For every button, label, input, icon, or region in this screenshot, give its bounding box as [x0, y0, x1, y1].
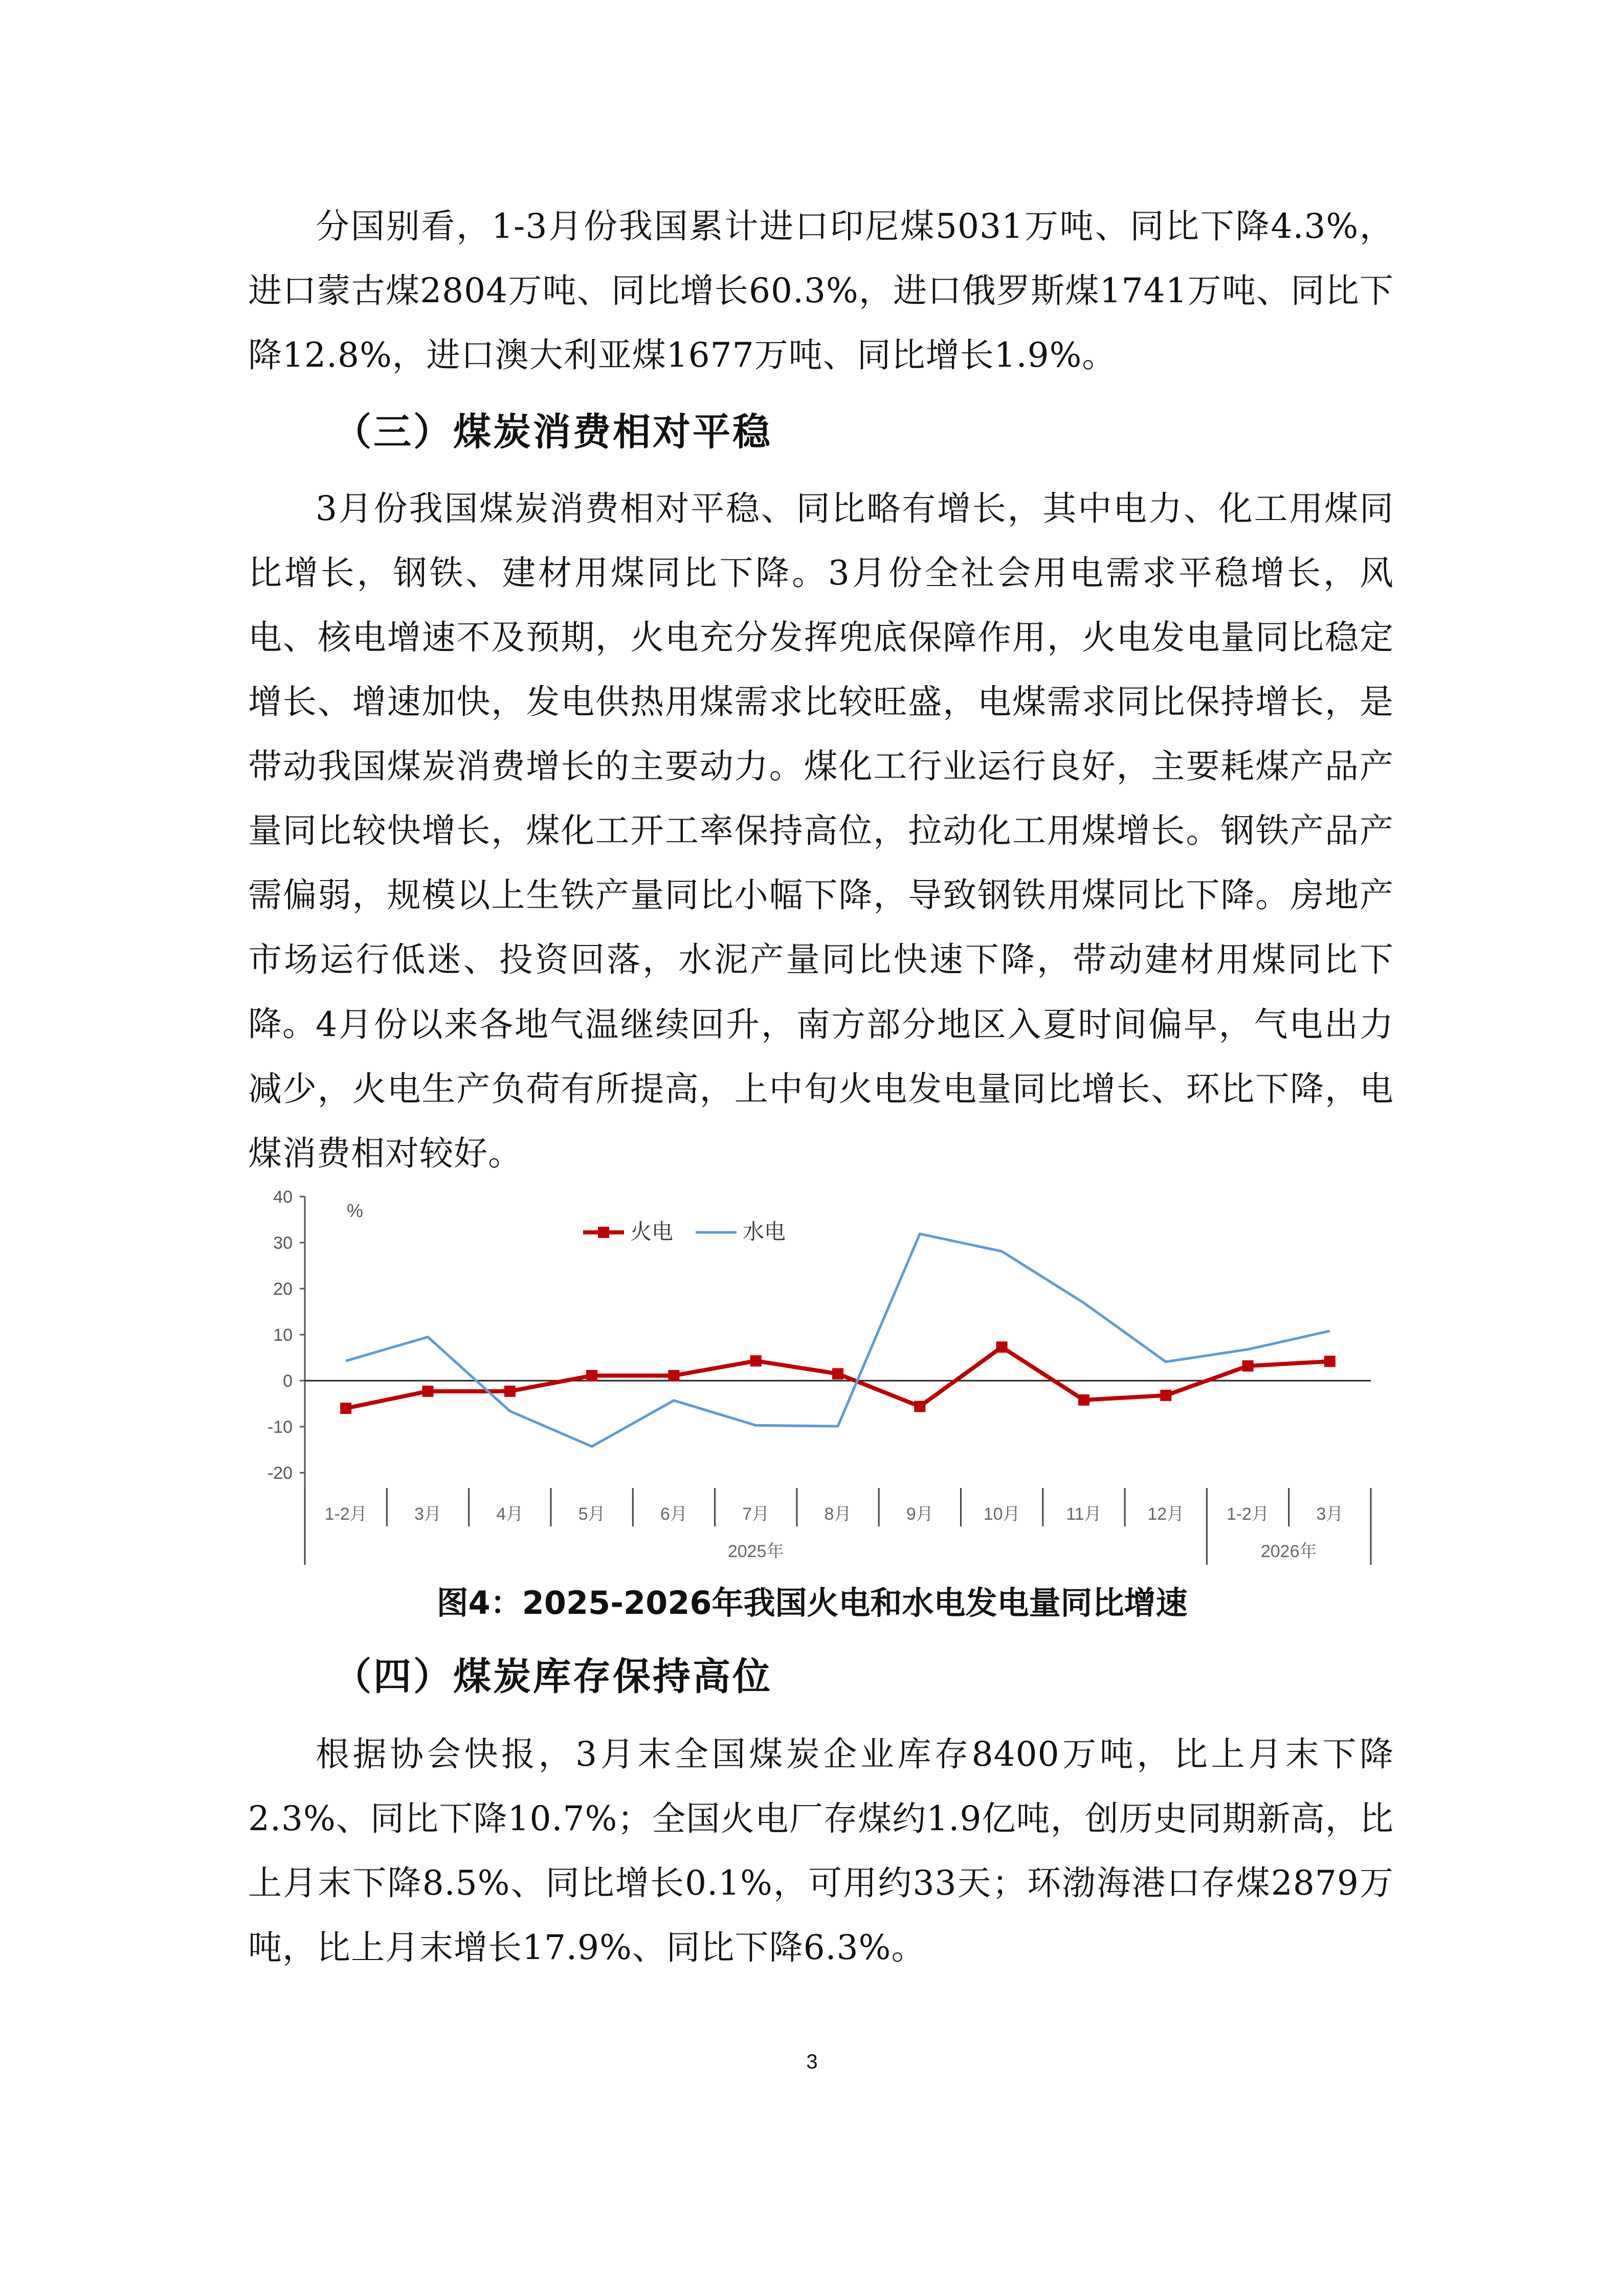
- power-generation-chart: [235, 1176, 1391, 1575]
- x-tick-label: 5月: [578, 1504, 606, 1524]
- data-point-thermal: [586, 1370, 597, 1381]
- data-point-thermal: [1242, 1360, 1254, 1371]
- data-point-thermal: [914, 1401, 925, 1412]
- x-tick-label: 12月: [1147, 1504, 1185, 1524]
- data-point-thermal: [340, 1403, 351, 1414]
- x-group-label: 2025年: [727, 1542, 784, 1561]
- legend-marker-thermal: [598, 1227, 609, 1238]
- data-point-thermal: [1160, 1390, 1171, 1401]
- x-tick-label: 11月: [1066, 1504, 1102, 1524]
- figure-caption: 图4：2025-2026年我国火电和水电发电量同比增速: [436, 1584, 1188, 1622]
- paragraph-inventory: 根据协会快报，3月末全国煤炭企业库存8400万吨，比上月末下降2.3%、同比下降10.7%；全国火电厂存煤约1.9亿吨，创历史同期新高，比上月末下降8.5%、同比增长0.1%，可用约33天；环渤海港口存煤2879万吨，比上月末增长17.9%、同比下降6.3%。: [248, 1735, 1394, 1967]
- data-point-thermal: [1324, 1356, 1336, 1367]
- x-tick-label: 3月: [414, 1504, 441, 1524]
- x-tick-label: 8月: [824, 1504, 852, 1524]
- x-tick-label: 10月: [983, 1504, 1020, 1524]
- x-group-label: 2026年: [1260, 1542, 1317, 1561]
- y-tick-label: -10: [267, 1417, 293, 1437]
- y-tick-label: 20: [273, 1279, 293, 1299]
- x-tick-label: 3月: [1316, 1504, 1344, 1524]
- paragraph-consumption: 3月份我国煤炭消费相对平稳、同比略有增长，其中电力、化工用煤同比增长，钢铁、建材用煤同比下降。3月份全社会用电需求平稳增长，风电、核电增速不及预期，火电充分发挥兜底保障作用，火电发电量同比稳定增长、增速加快，发电供热用煤需求比较旺盛，电煤需求同比保持增长，是带动我国煤炭消费增长的主要动力。煤化工行业运行良好，主要耗煤产品产量同比较快增长，煤化工开工率保持高位，拉动化工用煤增长。钢铁产品产需偏弱，规模以上生铁产量同比小幅下降，导致钢铁用煤同比下降。房地产市场运行低迷、投资回落，水泥产量同比快速下降，带动建材用煤同比下降。: [248, 489, 1394, 1044]
- y-tick-label: 10: [273, 1325, 293, 1345]
- series-line-hydro: [346, 1234, 1330, 1447]
- y-tick-label: 30: [273, 1233, 293, 1253]
- y-tick-label: -20: [267, 1464, 293, 1483]
- legend-label-hydro: 水电: [743, 1219, 786, 1244]
- x-tick-label: 7月: [742, 1504, 770, 1524]
- y-tick-label: 0: [283, 1371, 293, 1391]
- data-point-thermal: [996, 1341, 1008, 1353]
- paragraph-april-consumption: 4月份以来各地气温继续回升，南方部分地区入夏时间偏早，气电出力减少，火电生产负荷有所提高，上中旬火电发电量同比增长、环比下降，电煤消费相对较好。: [248, 1005, 1394, 1173]
- legend-label-thermal: 火电: [630, 1219, 674, 1244]
- y-tick-label: 40: [273, 1187, 293, 1207]
- data-point-thermal: [504, 1386, 516, 1397]
- x-tick-label: 9月: [906, 1504, 933, 1524]
- data-point-thermal: [668, 1370, 679, 1381]
- x-tick-label: 1-2月: [1226, 1504, 1270, 1524]
- x-tick-label: 6月: [660, 1504, 687, 1524]
- section-heading-consumption: （三）煤炭消费相对平稳: [333, 410, 772, 454]
- data-point-thermal: [1078, 1394, 1089, 1406]
- section-heading-inventory: （四）煤炭库存保持高位: [333, 1655, 772, 1699]
- y-axis-unit: %: [347, 1200, 364, 1221]
- x-tick-label: 1-2月: [324, 1504, 367, 1524]
- data-point-thermal: [422, 1386, 433, 1397]
- page-number: 3: [806, 2051, 818, 2073]
- data-point-thermal: [832, 1368, 843, 1380]
- paragraph-import-by-country: 分国别看，1-3月份我国累计进口印尼煤5031万吨、同比下降4.3%，进口蒙古煤2804万吨、同比增长60.3%，进口俄罗斯煤1741万吨、同比下降12.8%，进口澳大利亚煤1677万吨、同比增长1.9%。: [248, 207, 1394, 375]
- x-tick-label: 4月: [496, 1504, 524, 1524]
- data-point-thermal: [750, 1355, 762, 1366]
